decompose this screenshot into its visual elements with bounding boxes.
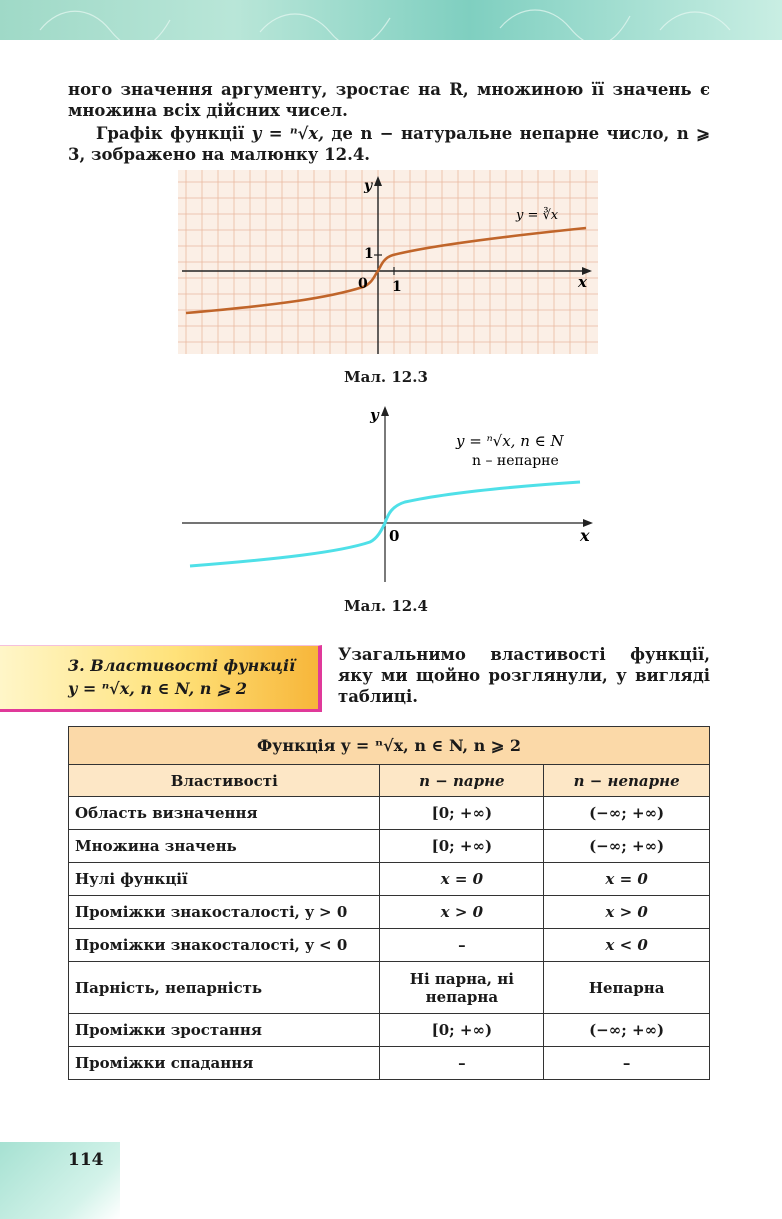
cell-even: [0; +∞)	[380, 1014, 544, 1047]
section-title-line1: 3. Властивості функції	[68, 656, 296, 675]
row-label: Множина значень	[69, 830, 380, 863]
graph-paragraph-start: Графік функції	[96, 124, 245, 143]
x-tick-label: 1	[392, 279, 402, 295]
section-title-line2: y = ⁿ√x, n ∈ N, n ⩾ 2	[68, 679, 248, 698]
cell-odd: (−∞; +∞)	[544, 797, 710, 830]
row-label: Нулі функції	[69, 863, 380, 896]
origin-label: 0	[358, 276, 368, 292]
row-label: Проміжки спадання	[69, 1047, 380, 1080]
figure-12-3-caption: Мал. 12.3	[344, 368, 428, 386]
table-row	[69, 830, 710, 863]
cell-even: [0; +∞)	[380, 797, 544, 830]
curve-label-formula: y = ⁿ√x, n ∈ N	[456, 432, 564, 450]
intro-paragraph: ного значення аргументу, зростає на R, множиною її значень є множина всіх дійсних чисел.	[68, 80, 710, 120]
header-properties: Властивості	[69, 765, 380, 797]
row-label: Парність, непарність	[69, 962, 380, 1014]
y-axis-label: y	[370, 406, 379, 424]
section-heading-box	[0, 645, 322, 712]
x-axis-label: x	[578, 273, 587, 291]
table-row	[69, 863, 710, 896]
curve-label-condition: n – непарне	[472, 453, 559, 469]
table-row	[69, 1014, 710, 1047]
y-axis-arrow	[381, 406, 389, 416]
figure-cube-root-graph	[178, 170, 598, 354]
cell-odd: x = 0	[544, 863, 710, 896]
x-axis-label: x	[580, 526, 590, 545]
table-title: Функція y = ⁿ√x, n ∈ N, n ⩾ 2	[69, 727, 710, 765]
cell-even: x = 0	[380, 863, 544, 896]
cell-even: [0; +∞)	[380, 830, 544, 863]
cell-odd: (−∞; +∞)	[544, 830, 710, 863]
graph-paragraph-rest: де n − натуральне непарне число, n ⩾ 3, зображено на малюнку 12.4.	[68, 124, 710, 164]
graph-paragraph	[68, 123, 710, 165]
curve-label: y = ∛x	[516, 208, 559, 223]
cell-odd: x > 0	[544, 896, 710, 929]
table-row	[69, 962, 710, 1014]
y-axis-label: y	[364, 178, 373, 194]
grid	[178, 170, 598, 354]
cell-even: x > 0	[380, 896, 544, 929]
cell-even: –	[380, 1047, 544, 1080]
page-number: 114	[68, 1150, 104, 1170]
section-intro-text: Узагальнимо властивості функції, яку ми щойно розглянули, у вигляді таблиці.	[338, 645, 710, 706]
graph-paragraph-formula: y = ⁿ√x,	[251, 124, 324, 143]
row-label: Проміжки знакосталості, y < 0	[69, 929, 380, 962]
header-n-odd: n − непарне	[544, 765, 710, 797]
table-row	[69, 1047, 710, 1080]
properties-table	[68, 726, 710, 1080]
cell-even: Ні парна, ні непарна	[380, 962, 544, 1014]
section-title	[68, 654, 295, 700]
cell-odd: –	[544, 1047, 710, 1080]
cell-odd: x < 0	[544, 929, 710, 962]
cell-odd: Непарна	[544, 962, 710, 1014]
cell-even: –	[380, 929, 544, 962]
table-row	[69, 797, 710, 830]
figure-12-4-caption: Мал. 12.4	[344, 597, 428, 615]
header-n-even: n − парне	[380, 765, 544, 797]
figure-nth-root-graph	[180, 402, 600, 584]
ornament-pattern	[0, 0, 782, 40]
row-label: Проміжки зростання	[69, 1014, 380, 1047]
table-row	[69, 929, 710, 962]
table-row	[69, 896, 710, 929]
cell-odd: (−∞; +∞)	[544, 1014, 710, 1047]
row-label: Проміжки знакосталості, y > 0	[69, 896, 380, 929]
origin-label: 0	[389, 527, 400, 545]
top-decorative-band	[0, 0, 782, 40]
y-tick-label: 1	[364, 246, 374, 262]
row-label: Область визначення	[69, 797, 380, 830]
